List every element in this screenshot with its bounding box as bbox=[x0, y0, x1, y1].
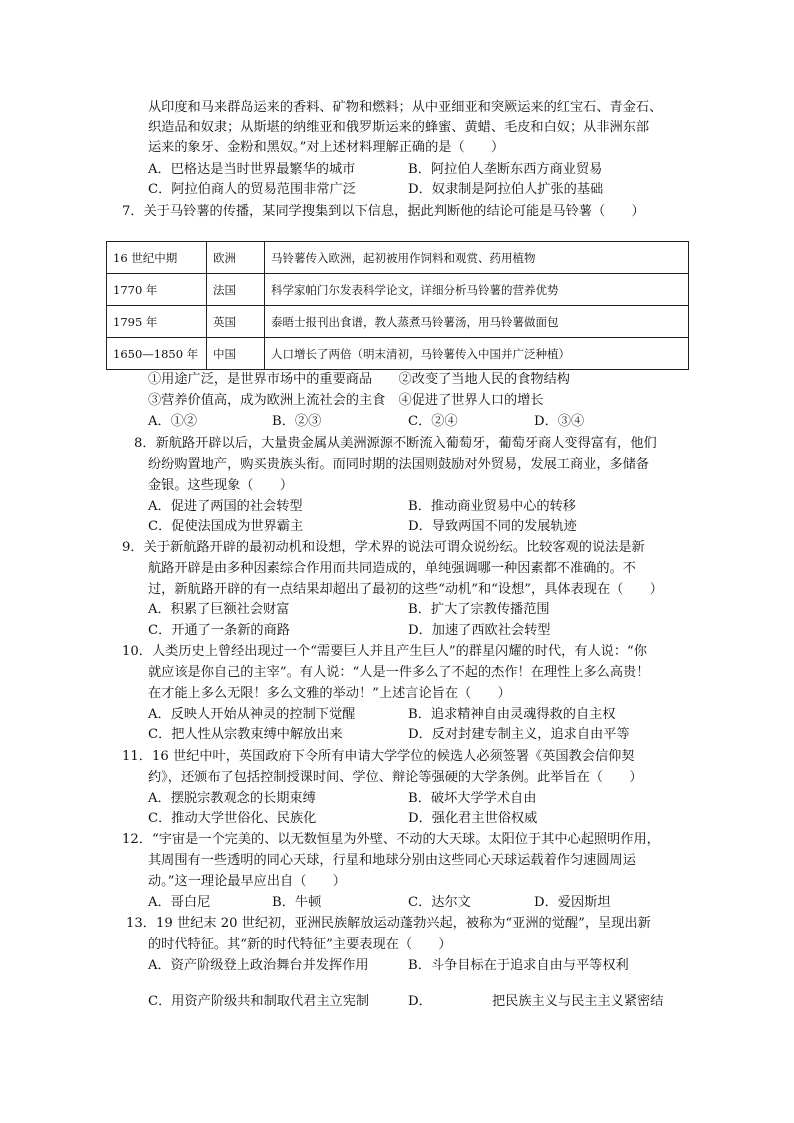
q10-stem-line: 就应该是你自己的主宰”。有人说：“人是一件多么了不起的杰作！在理性上多么高贵！ bbox=[148, 665, 650, 680]
q8-stem-line: 8．新航路开辟以后，大量贵金属从美洲源源不断流入葡萄牙，葡萄牙商人变得富有，他们 bbox=[134, 436, 657, 451]
q10-option-a: A．反映人开始从神灵的控制下觉醒 bbox=[148, 707, 356, 722]
q8-option-d: D．导致两国不同的发展轨迹 bbox=[408, 519, 577, 534]
q8-stem-line: 纷纷购置地产，购买贵族头衔。而同时期的法国则鼓励对外贸易，发展工商业，多储备 bbox=[148, 457, 650, 472]
table-row bbox=[107, 242, 689, 274]
q6-option-a: A．巴格达是当时世界最繁华的城市 bbox=[148, 162, 356, 177]
q13-option-b: B．斗争目标在于追求自由与平等权利 bbox=[408, 958, 629, 973]
q13-stem-line: 的时代特征。其“新的时代特征”主要表现在（ ） bbox=[148, 937, 452, 952]
q13-option-c: C．用资产阶级共和制取代君主立宪制 bbox=[148, 994, 370, 1009]
q7-option-c: C．②④ bbox=[408, 414, 458, 429]
q9-option-b: B．扩大了宗教传播范围 bbox=[408, 602, 550, 617]
q10-stem-line: 在才能上多么无限！多么文雅的举动！”上述言论旨在（ ） bbox=[148, 686, 511, 701]
q10-option-c: C．把人性从宗教束缚中解放出来 bbox=[148, 727, 343, 742]
q12-option-d: D．爱因斯坦 bbox=[534, 895, 611, 910]
table-cell-period: 1770 年 bbox=[107, 274, 207, 306]
q6-stem-line: 织造品和奴隶；从斯堪的纳维亚和俄罗斯运来的蜂蜜、黄蜡、毛皮和白奴；从非洲东部 bbox=[148, 120, 650, 135]
table-row bbox=[107, 338, 689, 370]
q6-stem-line: 从印度和马来群岛运来的香料、矿物和燃料；从中亚细亚和突厥运来的红宝石、青金石、 bbox=[148, 100, 663, 115]
q8-option-c: C．促使法国成为世界霸主 bbox=[148, 519, 304, 534]
q8-option-a: A．促进了两国的社会转型 bbox=[148, 499, 303, 514]
table-cell-event: 马铃薯传入欧洲，起初被用作饲料和观赏、药用植物 bbox=[265, 242, 689, 274]
q9-option-d: D．加速了西欧社会转型 bbox=[408, 623, 551, 638]
q12-option-a: A．哥白尼 bbox=[148, 895, 211, 910]
q6-option-d: D．奴隶制是阿拉伯人扩张的基础 bbox=[408, 182, 604, 197]
table-cell-event: 人口增长了两倍（明末清初，马铃薯传入中国并广泛种植） bbox=[265, 338, 689, 370]
table-cell-place: 英国 bbox=[207, 306, 265, 338]
q9-stem-line: 过，新航路开辟的有一点结果却超出了最初的这些“动机”和“设想”，具体表现在（ ） bbox=[148, 582, 663, 597]
table-cell-period: 16 世纪中期 bbox=[107, 242, 207, 274]
q10-option-d: D．反对封建专制主义，追求自由平等 bbox=[408, 727, 630, 742]
q12-option-b: B．牛顿 bbox=[272, 895, 322, 910]
q10-stem-line: 10．人类历史上曾经出现过一个“需要巨人并且产生巨人”的群星闪耀的时代，有人说：“你 bbox=[122, 644, 647, 659]
q11-stem-line: 11．16 世纪中叶，英国政府下令所有申请大学学位的候选人必须签署《英国教会信仰契 bbox=[122, 749, 635, 764]
table-cell-place: 中国 bbox=[207, 338, 265, 370]
q6-stem-line: 运来的象牙、金粉和黑奴。”对上述材料理解正确的是（ ） bbox=[148, 140, 505, 155]
q11-option-b: B．破坏大学学术自由 bbox=[408, 791, 537, 806]
table-row bbox=[107, 306, 689, 338]
q13-option-d-text: 把民族主义与民主主义紧密结 bbox=[492, 994, 664, 1009]
q7-option-a: A．①② bbox=[148, 414, 198, 429]
q11-option-d: D．强化君主世俗权威 bbox=[408, 811, 538, 826]
q12-stem-line: 动。”这一理论最早应出自（ ） bbox=[148, 874, 346, 889]
q6-option-c: C．阿拉伯商人的贸易范围非常广泛 bbox=[148, 182, 356, 197]
q13-option-a: A．资产阶级登上政治舞台并发挥作用 bbox=[148, 958, 369, 973]
q9-stem-line: 9．关于新航路开辟的最初动机和设想，学术界的说法可谓众说纷纭。比较客观的说法是新 bbox=[122, 540, 645, 555]
q7-option-b: B．②③ bbox=[272, 414, 322, 429]
q7-statement: ①用途广泛，是世界市场中的重要商品 ②改变了当地人民的食物结构 bbox=[148, 372, 570, 387]
table-cell-event: 科学家帕门尔发表科学论文，详细分析马铃薯的营养优势 bbox=[265, 274, 689, 306]
q13-option-d: D． bbox=[408, 994, 432, 1009]
table-cell-event: 泰晤士报刊出食谱，教人蒸煮马铃薯汤，用马铃薯做面包 bbox=[265, 306, 689, 338]
q7-statement: ③营养价值高，成为欧洲上流社会的主食 ④促进了世界人口的增长 bbox=[148, 393, 544, 408]
q8-option-b: B．推动商业贸易中心的转移 bbox=[408, 499, 576, 514]
q12-stem-line: 其周围有一些透明的同心天球，行星和地球分别由这些同心天球运载着作匀速圆周运 bbox=[148, 853, 636, 868]
q7-stem: 7．关于马铃薯的传播，某同学搜集到以下信息，据此判断他的结论可能是马铃薯（ ） bbox=[122, 204, 645, 219]
q11-stem-line: 约》，还颁布了包括控制授课时间、学位、辩论等强硬的大学条例。此举旨在（ ） bbox=[148, 770, 643, 785]
q8-stem-line: 金银。这些现象（ ） bbox=[148, 478, 294, 493]
q12-option-c: C．达尔文 bbox=[408, 895, 471, 910]
table-cell-period: 1795 年 bbox=[107, 306, 207, 338]
q11-option-a: A．摆脱宗教观念的长期束缚 bbox=[148, 791, 316, 806]
q12-stem-line: 12．“宇宙是一个完美的、以无数恒星为外壁、不动的大天球。太阳位于其中心起照明作用， bbox=[122, 832, 660, 847]
q11-option-c: C．推动大学世俗化、民族化 bbox=[148, 811, 317, 826]
table-cell-place: 欧洲 bbox=[207, 242, 265, 274]
table-row bbox=[107, 274, 689, 306]
q13-stem-line: 13．19 世纪末 20 世纪初，亚洲民族解放运动蓬勃兴起，被称为“亚洲的觉醒”，呈现出新 bbox=[126, 916, 651, 931]
potato-spread-table bbox=[106, 241, 689, 370]
q10-option-b: B．追求精神自由灵魂得救的自主权 bbox=[408, 707, 616, 722]
q9-stem-line: 航路开辟是由多种因素综合作用而共同造成的，单纯强调哪一种因素都不准确的。不 bbox=[148, 561, 636, 576]
table-cell-period: 1650—1850 年 bbox=[107, 338, 207, 370]
q9-option-c: C．开通了一条新的商路 bbox=[148, 623, 290, 638]
q9-option-a: A．积累了巨额社会财富 bbox=[148, 602, 290, 617]
table-cell-place: 法国 bbox=[207, 274, 265, 306]
q7-option-d: D．③④ bbox=[534, 414, 585, 429]
q6-option-b: B．阿拉伯人垄断东西方商业贸易 bbox=[408, 162, 603, 177]
